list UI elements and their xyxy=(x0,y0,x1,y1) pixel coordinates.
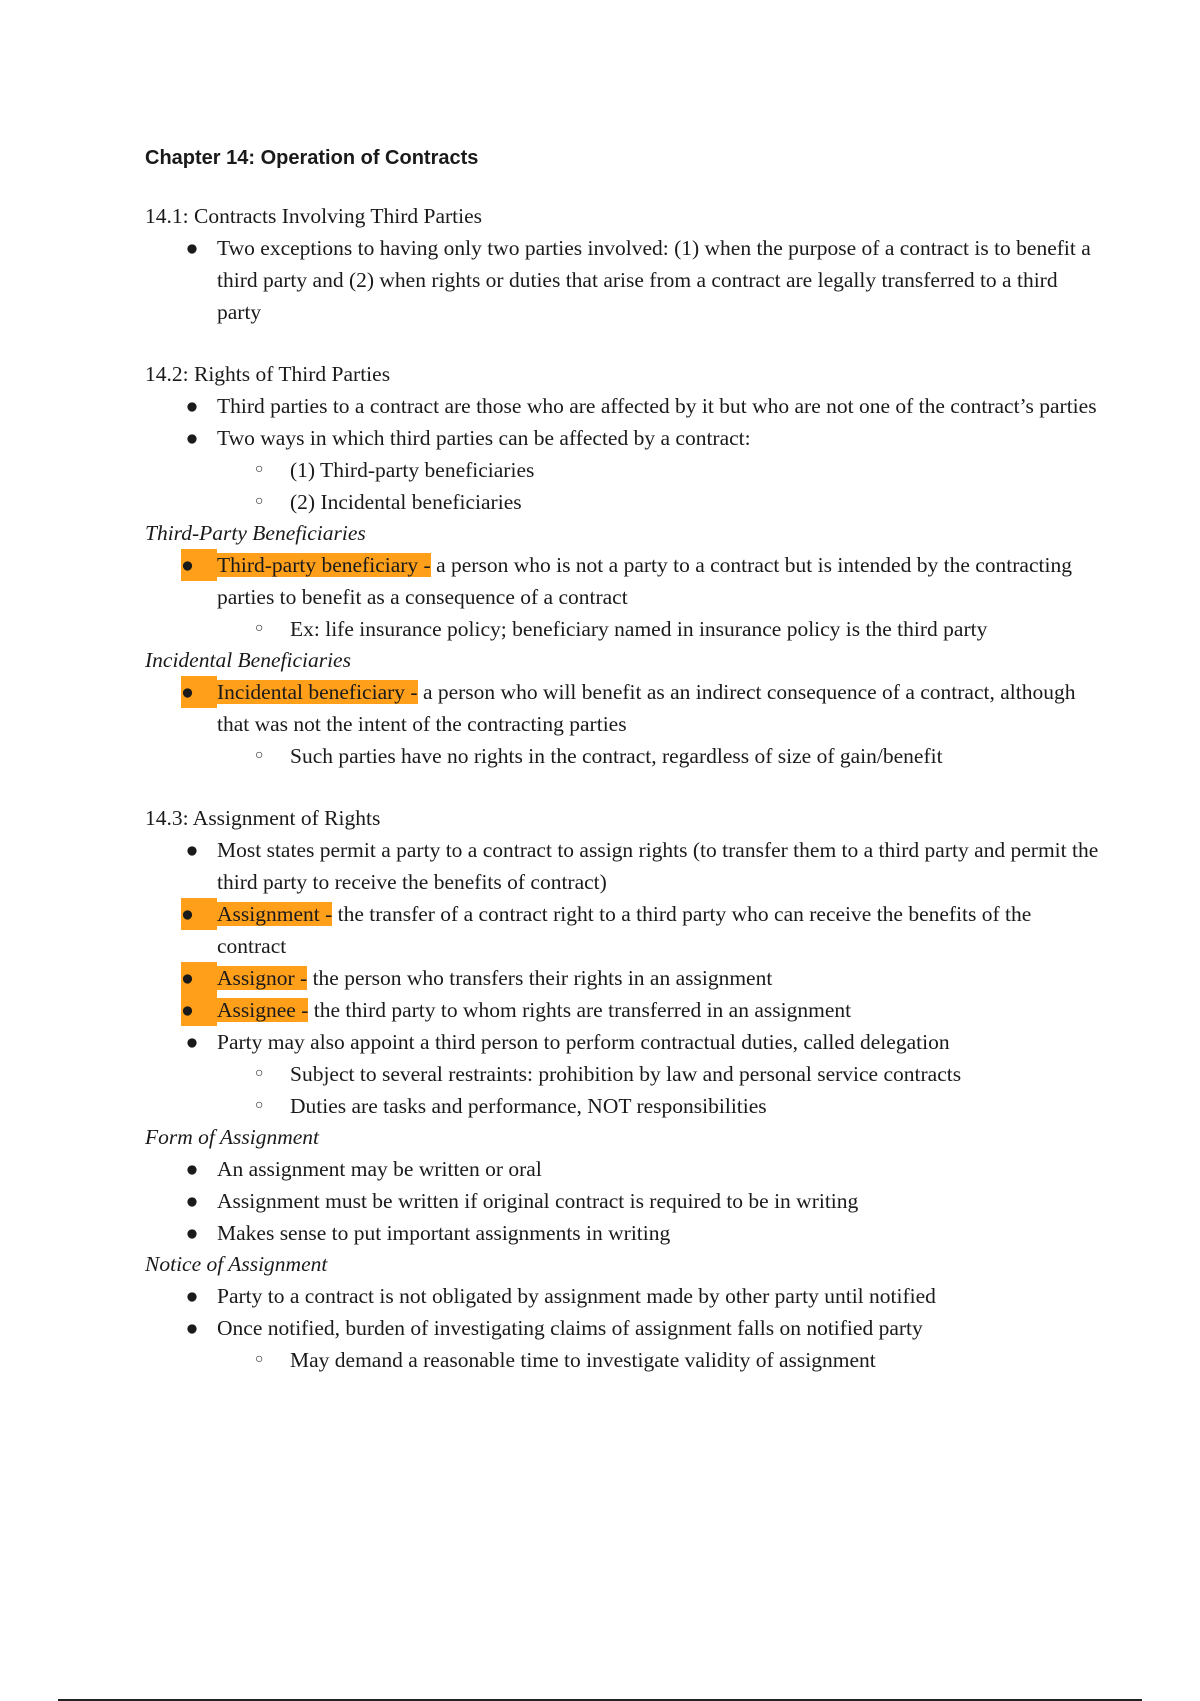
incidental-list xyxy=(145,676,1105,740)
third-party-beneficiaries-heading: Third-Party Beneficiaries xyxy=(145,521,366,545)
bullet-icon: ● xyxy=(185,1157,199,1181)
sub-list xyxy=(145,454,1105,518)
section-14-1-heading: 14.1: Contracts Involving Third Parties xyxy=(145,204,482,228)
list-item xyxy=(145,1026,1105,1058)
section-14-3-heading: 14.3: Assignment of Rights xyxy=(145,806,381,830)
list-item xyxy=(145,232,1105,328)
form-of-assignment-list xyxy=(145,1153,1105,1249)
sub-list-item xyxy=(145,1058,1105,1090)
notice-of-assignment-list xyxy=(145,1280,1105,1344)
sub-list-item xyxy=(145,486,1105,518)
chapter-title: Chapter 14: Operation of Contracts xyxy=(145,147,479,169)
term-definition: a person who will benefit as an indirect consequence of a contract, although that was not the intent of the contracting parties xyxy=(217,680,1076,736)
circle-bullet-icon: ○ xyxy=(255,621,264,636)
circle-bullet-icon: ○ xyxy=(255,462,264,477)
section-14-2-heading: 14.2: Rights of Third Parties xyxy=(145,362,391,386)
circle-bullet-icon: ○ xyxy=(255,1098,264,1113)
sub-list-item-text: May demand a reasonable time to investigate validity of assignment xyxy=(290,1348,876,1372)
list-item-text: Assignment must be written if original contract is required to be in writing xyxy=(217,1189,859,1213)
sub-list-item-text: Duties are tasks and performance, NOT responsibilities xyxy=(290,1094,767,1118)
third-party-list xyxy=(145,549,1105,613)
bullet-icon: ● xyxy=(181,676,217,708)
list-item-text: Party to a contract is not obligated by assignment made by other party until notified xyxy=(217,1284,936,1308)
bullet-icon: ● xyxy=(185,1316,199,1340)
circle-bullet-icon: ○ xyxy=(255,1066,264,1081)
section-14-1-list xyxy=(145,232,1105,328)
highlighted-term: Assignee - xyxy=(217,998,309,1022)
bullet-icon: ● xyxy=(181,962,217,994)
list-item xyxy=(145,549,1105,613)
sub-list-item-text: (2) Incidental beneficiaries xyxy=(290,490,522,514)
highlighted-term: Incidental beneficiary - xyxy=(217,680,418,704)
bullet-icon: ● xyxy=(181,549,217,581)
document-page xyxy=(145,145,1105,1376)
circle-bullet-icon: ○ xyxy=(255,494,264,509)
form-of-assignment-heading: Form of Assignment xyxy=(145,1125,319,1149)
highlighted-term: Assignor - xyxy=(217,966,308,990)
circle-bullet-icon: ○ xyxy=(255,1352,264,1367)
bullet-icon: ● xyxy=(185,1030,199,1054)
list-item xyxy=(145,962,1105,994)
list-item xyxy=(145,898,1105,962)
list-item xyxy=(145,1280,1105,1312)
bullet-icon: ● xyxy=(185,236,199,260)
list-item-text: Two ways in which third parties can be affected by a contract: xyxy=(217,426,751,450)
term-definition: the person who transfers their rights in an assignment xyxy=(312,966,773,990)
bullet-icon: ● xyxy=(185,1284,199,1308)
bullet-icon: ● xyxy=(185,1189,199,1213)
sub-list-item-text: Ex: life insurance policy; beneficiary named in insurance policy is the third party xyxy=(290,617,988,641)
list-item-text: An assignment may be written or oral xyxy=(217,1157,542,1181)
list-item-text: Two exceptions to having only two parties involved: (1) when the purpose of a contract is to benefit a third party and (2) when rights or duties that arise from a contract are legally transferred to a third party xyxy=(217,236,1091,324)
list-item xyxy=(145,1312,1105,1344)
sub-list-item xyxy=(145,740,1105,772)
circle-bullet-icon: ○ xyxy=(255,748,264,763)
sub-list xyxy=(145,1344,1105,1376)
bullet-icon: ● xyxy=(185,426,199,450)
term-definition: the transfer of a contract right to a third party who can receive the benefits of the contract xyxy=(217,902,1032,958)
sub-list xyxy=(145,740,1105,772)
sub-list xyxy=(145,1058,1105,1122)
list-item-text: Third parties to a contract are those who are affected by it but who are not one of the contract’s parties xyxy=(217,394,1097,418)
list-item-text: Once notified, burden of investigating claims of assignment falls on notified party xyxy=(217,1316,923,1340)
sub-list xyxy=(145,613,1105,645)
list-item-text: Most states permit a party to a contract to assign rights (to transfer them to a third party and permit the third party to receive the benefits of contract) xyxy=(217,838,1099,894)
list-item-text: Party may also appoint a third person to perform contractual duties, called delegation xyxy=(217,1030,950,1054)
bullet-icon: ● xyxy=(181,994,217,1026)
list-item xyxy=(145,1153,1105,1185)
list-item-text: Makes sense to put important assignments in writing xyxy=(217,1221,671,1245)
list-item xyxy=(145,676,1105,740)
bullet-icon: ● xyxy=(185,1221,199,1245)
term-definition: a person who is not a party to a contract but is intended by the contracting parties to benefit as a consequence of a contract xyxy=(217,553,1072,609)
bullet-icon: ● xyxy=(185,838,199,862)
notice-of-assignment-heading: Notice of Assignment xyxy=(145,1252,328,1276)
list-item xyxy=(145,994,1105,1026)
list-item xyxy=(145,834,1105,898)
section-14-3-list xyxy=(145,834,1105,1058)
bullet-icon: ● xyxy=(185,394,199,418)
sub-list-item-text: (1) Third-party beneficiaries xyxy=(290,458,535,482)
bullet-icon: ● xyxy=(181,898,217,930)
list-item xyxy=(145,1185,1105,1217)
sub-list-item-text: Subject to several restraints: prohibition by law and personal service contracts xyxy=(290,1062,962,1086)
term-definition: the third party to whom rights are transferred in an assignment xyxy=(313,998,852,1022)
sub-list-item-text: Such parties have no rights in the contract, regardless of size of gain/benefit xyxy=(290,744,943,768)
sub-list-item xyxy=(145,1090,1105,1122)
incidental-beneficiaries-heading: Incidental Beneficiaries xyxy=(145,648,351,672)
list-item xyxy=(145,422,1105,454)
section-14-2-list xyxy=(145,390,1105,454)
sub-list-item xyxy=(145,613,1105,645)
list-item xyxy=(145,1217,1105,1249)
highlighted-term: Third-party beneficiary - xyxy=(217,553,431,577)
sub-list-item xyxy=(145,454,1105,486)
sub-list-item xyxy=(145,1344,1105,1376)
list-item xyxy=(145,390,1105,422)
highlighted-term: Assignment - xyxy=(217,902,333,926)
